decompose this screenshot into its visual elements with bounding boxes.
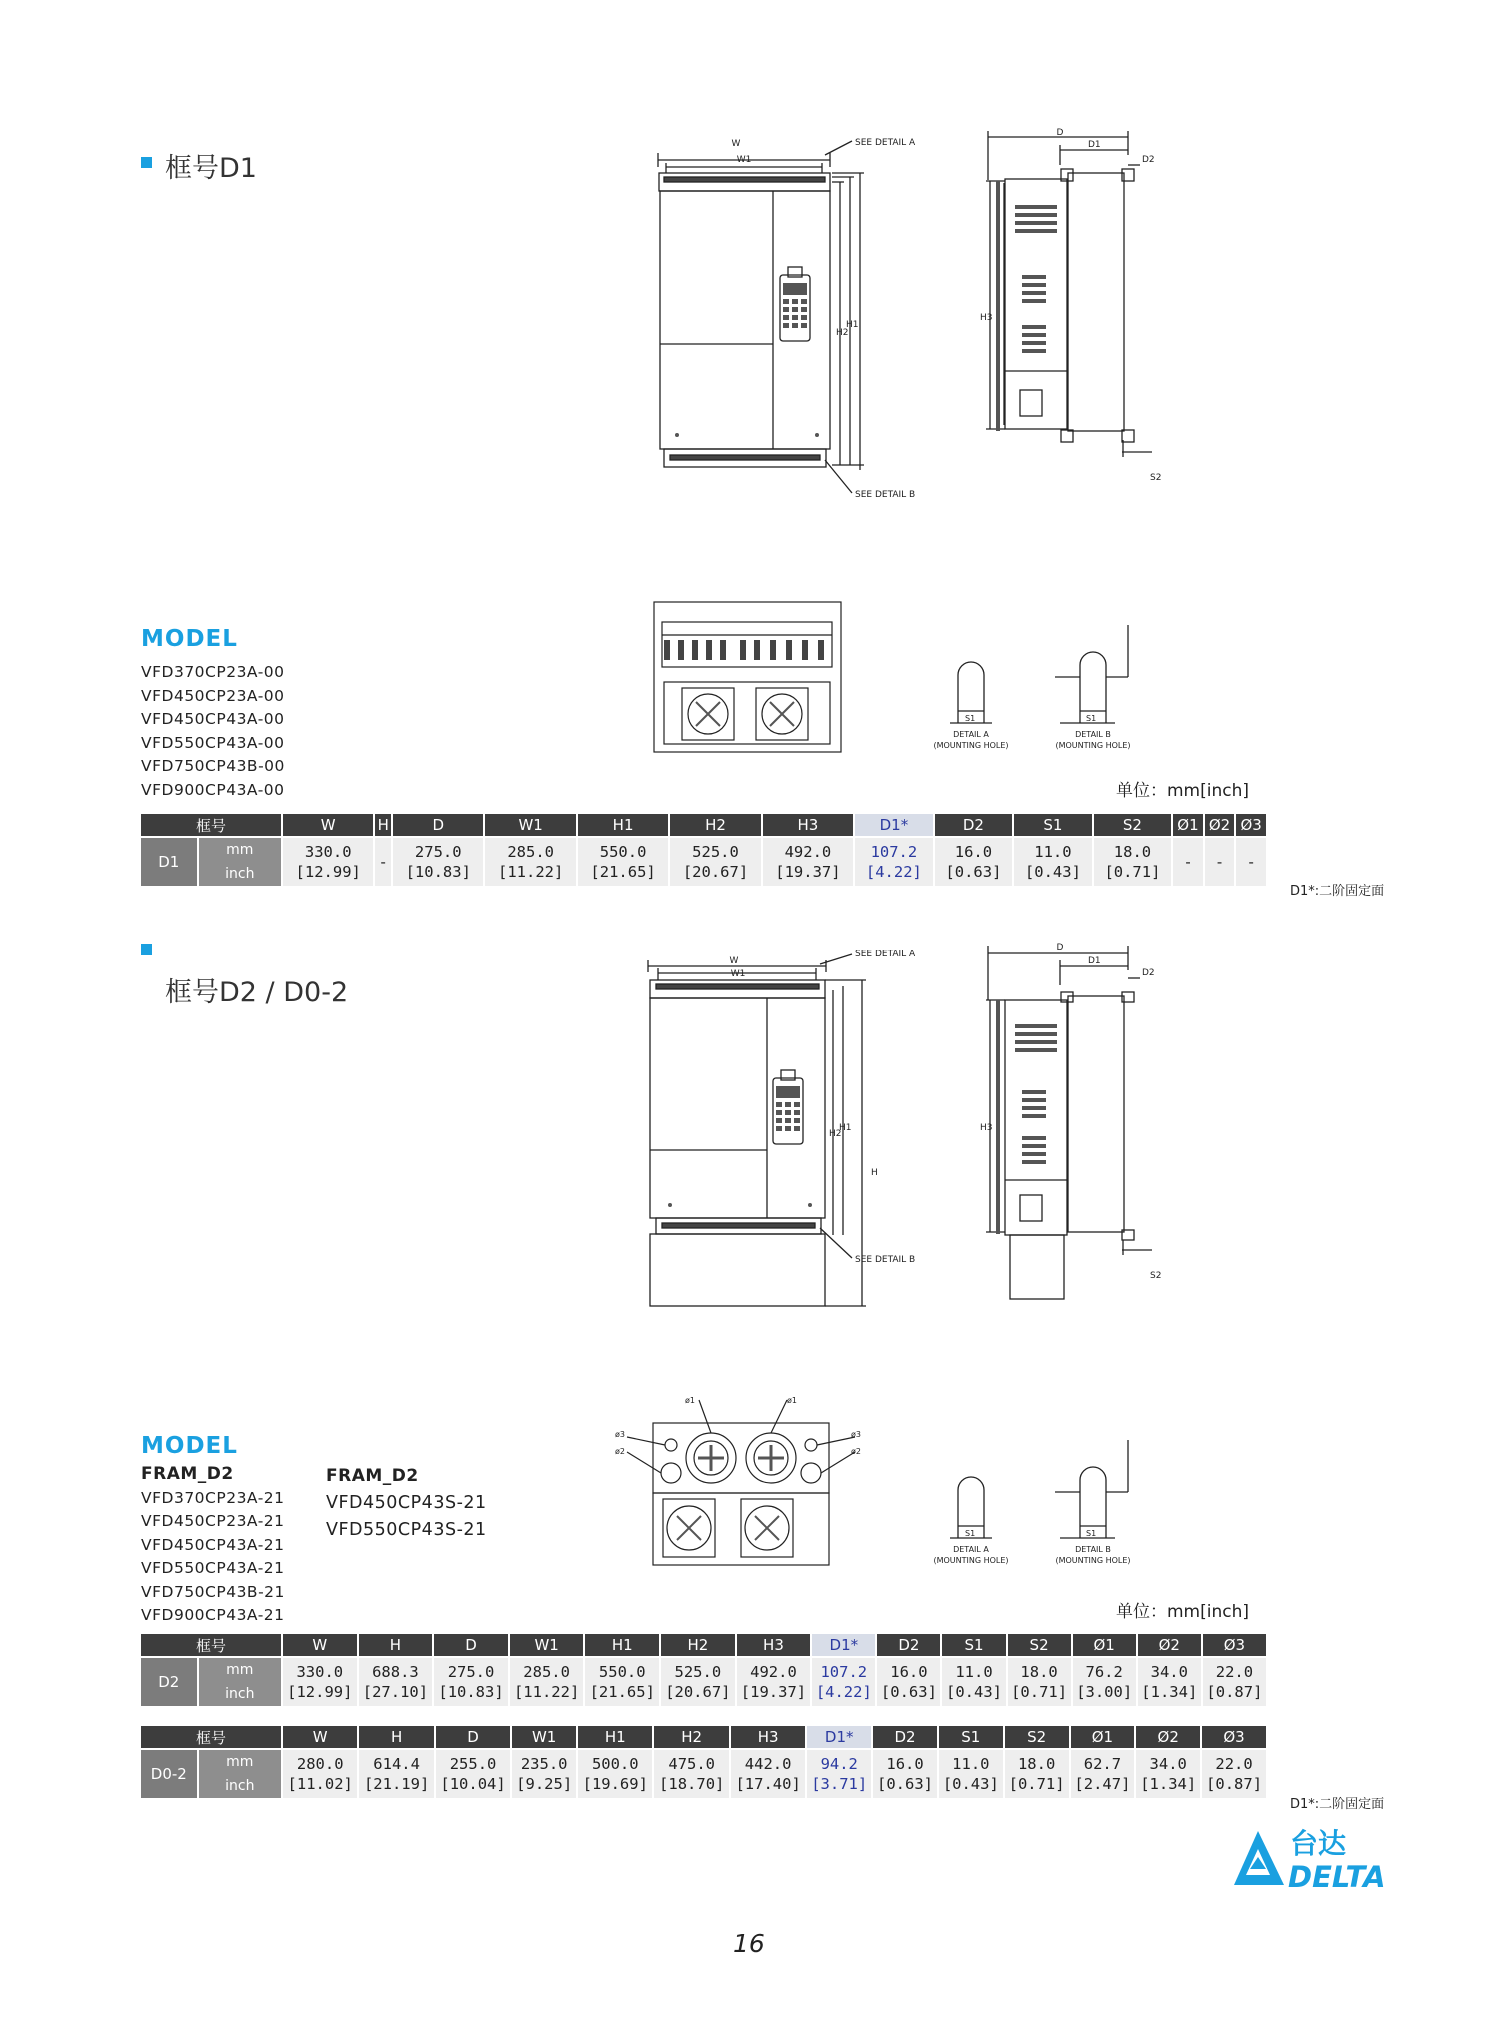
col-header: D1* <box>855 814 933 836</box>
col-header: S2 <box>1008 1634 1071 1656</box>
model-item: VFD900CP43A-21 <box>141 1606 285 1624</box>
table-cell: 107.2 [4.22] <box>812 1658 875 1706</box>
detail-b-sub: (MOUNTING HOLE) <box>1055 1556 1131 1565</box>
col-header: W <box>283 1634 357 1656</box>
table-cell: 475.0 [18.70] <box>654 1750 728 1798</box>
unit-cell: mm inch <box>199 1658 281 1706</box>
h3-label: H3 <box>980 313 993 323</box>
table-cell: - <box>1205 838 1235 886</box>
table-cell: 18.0 [0.71] <box>1008 1658 1071 1706</box>
table-cell: 688.3 [27.10] <box>359 1658 433 1706</box>
col-header: H1 <box>585 1634 659 1656</box>
col-header: Ø2 <box>1138 1634 1201 1656</box>
col-header: H1 <box>578 1726 652 1748</box>
model-item: VFD450CP43A-21 <box>141 1535 285 1554</box>
table-cell: - <box>1236 838 1266 886</box>
s1-label: S1 <box>965 1529 976 1538</box>
h1-label: H1 <box>846 320 859 330</box>
s1-label: S1 <box>965 714 976 723</box>
model-item: VFD450CP23A-00 <box>141 686 285 705</box>
logo-english: DELTA <box>1288 1860 1386 1894</box>
phi1-label-right: ø1 <box>787 1396 797 1405</box>
table-cell: 500.0 [19.69] <box>578 1750 652 1798</box>
table-cell: 614.4 [21.19] <box>359 1750 433 1798</box>
d2-label: D2 <box>1142 968 1155 978</box>
unit-cell: mm inch <box>199 838 281 886</box>
h2-label: H2 <box>829 1129 842 1139</box>
col-header: Ø3 <box>1202 1726 1266 1748</box>
phi2-label: ø2 <box>615 1447 625 1456</box>
see-detail-b-label: SEE DETAIL B <box>855 1255 916 1265</box>
table-cell: 550.0 [21.65] <box>585 1658 659 1706</box>
table-cell: 22.0 [0.87] <box>1203 1658 1266 1706</box>
table-cell: 16.0 [0.63] <box>873 1750 937 1798</box>
col-header: H1 <box>578 814 668 836</box>
s2-label: S2 <box>1150 473 1162 483</box>
h2-label: H2 <box>836 328 849 338</box>
table-cell: 492.0 [19.37] <box>737 1658 811 1706</box>
col-header: D <box>436 1726 510 1748</box>
d-label: D <box>1056 128 1064 138</box>
table-cell: 275.0 [10.83] <box>393 838 483 886</box>
col-header: H2 <box>661 1634 735 1656</box>
col-header: W <box>283 1726 357 1748</box>
col-header: W1 <box>512 1726 576 1748</box>
w1-label: W1 <box>736 155 752 165</box>
phi2-label-right: ø2 <box>851 1447 861 1456</box>
h3-label: H3 <box>980 1123 993 1133</box>
page-number: 16 <box>733 1929 765 1958</box>
model-item: VFD450CP23A-21 <box>141 1512 285 1530</box>
col-header: Ø1 <box>1071 1726 1135 1748</box>
col-header: Ø1 <box>1073 1634 1136 1656</box>
col-header: H3 <box>731 1726 805 1748</box>
spec-table-d2 <box>139 1632 1268 1708</box>
model-list-d1 <box>141 661 285 802</box>
col-header: S1 <box>939 1726 1003 1748</box>
model-list-d2-col1 <box>141 1463 285 1628</box>
table-cell: 76.2 [3.00] <box>1073 1658 1136 1706</box>
d2-label: D2 <box>1142 155 1155 165</box>
s2-label: S2 <box>1150 1271 1162 1281</box>
section-bullet <box>141 157 152 168</box>
col-header: W <box>283 814 373 836</box>
logo-chinese: 台达 <box>1290 1827 1347 1860</box>
mounting-hole-details-d2 <box>910 1430 1160 1580</box>
col-header: H3 <box>737 1634 811 1656</box>
col-header: H <box>359 1634 433 1656</box>
model-group-heading: FRAM_D2 <box>141 1464 234 1484</box>
col-header: 框号 <box>141 814 281 836</box>
phi3-label-right: ø3 <box>851 1430 861 1439</box>
table-cell: 16.0 [0.63] <box>935 838 1013 886</box>
front-view-drawing-d1 <box>630 135 950 505</box>
table-cell: 255.0 [10.04] <box>436 1750 510 1798</box>
table-cell: 18.0 [0.71] <box>1005 1750 1069 1798</box>
col-header: H2 <box>670 814 760 836</box>
col-header: D <box>393 814 483 836</box>
model-item: VFD900CP43A-00 <box>141 780 285 799</box>
col-header: Ø3 <box>1236 814 1266 836</box>
table-cell: 62.7 [2.47] <box>1071 1750 1135 1798</box>
model-item: VFD550CP43A-21 <box>141 1559 285 1577</box>
table-cell: 280.0 [11.02] <box>283 1750 357 1798</box>
table-cell: 235.0 [9.25] <box>512 1750 576 1798</box>
col-header: D2 <box>877 1634 940 1656</box>
table-cell: - <box>1173 838 1203 886</box>
front-view-drawing-d2 <box>630 950 950 1370</box>
unit-cell: mm inch <box>199 1750 281 1798</box>
table-cell: 550.0 [21.65] <box>578 838 668 886</box>
see-detail-a-label: SEE DETAIL A <box>855 950 916 959</box>
col-header: S1 <box>942 1634 1005 1656</box>
detail-a-sub: (MOUNTING HOLE) <box>933 1556 1009 1565</box>
table-cell: 18.0 [0.71] <box>1094 838 1172 886</box>
table-cell: 11.0 [0.43] <box>942 1658 1005 1706</box>
table-cell: 16.0 [0.63] <box>877 1658 940 1706</box>
detail-a-label: DETAIL A <box>953 1545 989 1554</box>
see-detail-a-label: SEE DETAIL A <box>855 138 916 148</box>
h-label: H <box>871 1168 878 1178</box>
table-cell: 442.0 [17.40] <box>731 1750 805 1798</box>
w1-label: W1 <box>730 969 746 979</box>
detail-b-label: DETAIL B <box>1075 1545 1111 1554</box>
table-cell: 525.0 [20.67] <box>661 1658 735 1706</box>
table-cell: 330.0 [12.99] <box>283 1658 357 1706</box>
table-cell: 107.2 [4.22] <box>855 838 933 886</box>
table-cell: 525.0 [20.67] <box>670 838 760 886</box>
col-header: H3 <box>763 814 853 836</box>
bottom-view-drawing-d1 <box>650 600 845 755</box>
s1-label-b: S1 <box>1086 714 1097 723</box>
model-item: VFD450CP43S-21 <box>326 1493 487 1513</box>
d1-footnote: D1*:二阶固定面 <box>1290 884 1385 899</box>
d-label: D <box>1056 943 1064 953</box>
table-cell: 11.0 [0.43] <box>939 1750 1003 1798</box>
model-item: VFD550CP43A-00 <box>141 733 285 752</box>
col-header: Ø2 <box>1205 814 1235 836</box>
model-item: VFD750CP43B-21 <box>141 1582 285 1601</box>
detail-a-sub: (MOUNTING HOLE) <box>933 741 1009 750</box>
table-cell: 330.0 [12.99] <box>283 838 373 886</box>
table-cell: 285.0 [11.22] <box>485 838 575 886</box>
col-header: S2 <box>1094 814 1172 836</box>
col-header: S1 <box>1014 814 1092 836</box>
table-cell: 22.0 [0.87] <box>1202 1750 1266 1798</box>
d1-label: D1 <box>1088 956 1101 966</box>
table-cell: 492.0 [19.37] <box>763 838 853 886</box>
col-header: H2 <box>654 1726 728 1748</box>
mounting-hole-details-d1 <box>910 615 1160 765</box>
model-list-d2-col2 <box>326 1463 487 1544</box>
d1-label: D1 <box>1088 140 1101 150</box>
col-header: D1* <box>807 1726 871 1748</box>
table-cell: 285.0 [11.22] <box>510 1658 584 1706</box>
detail-b-sub: (MOUNTING HOLE) <box>1055 741 1131 750</box>
col-header: D2 <box>873 1726 937 1748</box>
table-cell: 11.0 [0.43] <box>1014 838 1092 886</box>
col-header: D <box>434 1634 508 1656</box>
s1-label-b: S1 <box>1086 1529 1097 1538</box>
col-header: W1 <box>485 814 575 836</box>
col-header: W1 <box>510 1634 584 1656</box>
spec-table-d0-2 <box>139 1724 1268 1800</box>
table-cell: 94.2 [3.71] <box>807 1750 871 1798</box>
model-item: VFD750CP43B-00 <box>141 757 285 775</box>
model-item: VFD450CP43A-00 <box>141 710 285 728</box>
frame-cell: D2 <box>141 1658 197 1706</box>
section-title-d1: 框号D1 <box>165 153 257 184</box>
table-cell: 34.0 [1.34] <box>1138 1658 1201 1706</box>
col-header: D1* <box>812 1634 875 1656</box>
frame-cell: D1 <box>141 838 197 886</box>
model-heading: MODEL <box>141 626 238 652</box>
col-header: H <box>375 814 391 836</box>
d1-footnote: D1*:二阶固定面 <box>1290 1797 1385 1812</box>
phi1-label: ø1 <box>685 1396 695 1405</box>
detail-a-label: DETAIL A <box>953 730 989 739</box>
model-item: VFD370CP23A-21 <box>141 1488 285 1507</box>
col-header: S2 <box>1005 1726 1069 1748</box>
col-header: 框号 <box>141 1634 281 1656</box>
section-title-d2: 框号D2 / D0-2 <box>165 977 349 1008</box>
col-header: Ø2 <box>1136 1726 1200 1748</box>
col-header: Ø3 <box>1203 1634 1266 1656</box>
table-cell: - <box>375 838 391 886</box>
table-cell: 275.0 [10.83] <box>434 1658 508 1706</box>
unit-label: 单位：mm[inch] <box>1116 1602 1250 1622</box>
col-header: 框号 <box>141 1726 281 1748</box>
table-cell: 34.0 [1.34] <box>1136 1750 1200 1798</box>
h1-label: H1 <box>839 1123 852 1133</box>
w-label: W <box>731 139 741 149</box>
model-group-heading: FRAM_D2 <box>326 1466 419 1486</box>
section-bullet <box>141 944 152 955</box>
spec-table-d1 <box>139 812 1268 888</box>
see-detail-b-label: SEE DETAIL B <box>855 490 916 500</box>
delta-logo <box>1228 1823 1418 1895</box>
unit-label: 单位：mm[inch] <box>1116 781 1250 801</box>
model-heading: MODEL <box>141 1433 238 1459</box>
side-view-drawing-d1 <box>960 125 1180 500</box>
detail-b-label: DETAIL B <box>1075 730 1111 739</box>
frame-cell: D0-2 <box>141 1750 197 1798</box>
model-item: VFD550CP43S-21 <box>326 1520 487 1540</box>
col-header: H <box>359 1726 433 1748</box>
col-header: Ø1 <box>1173 814 1203 836</box>
side-view-drawing-d2 <box>960 940 1180 1360</box>
col-header: D2 <box>935 814 1013 836</box>
phi3-label: ø3 <box>615 1430 625 1439</box>
bottom-view-drawing-d2 <box>615 1395 865 1570</box>
model-item: VFD370CP23A-00 <box>141 663 285 681</box>
w-label: W <box>729 956 739 966</box>
